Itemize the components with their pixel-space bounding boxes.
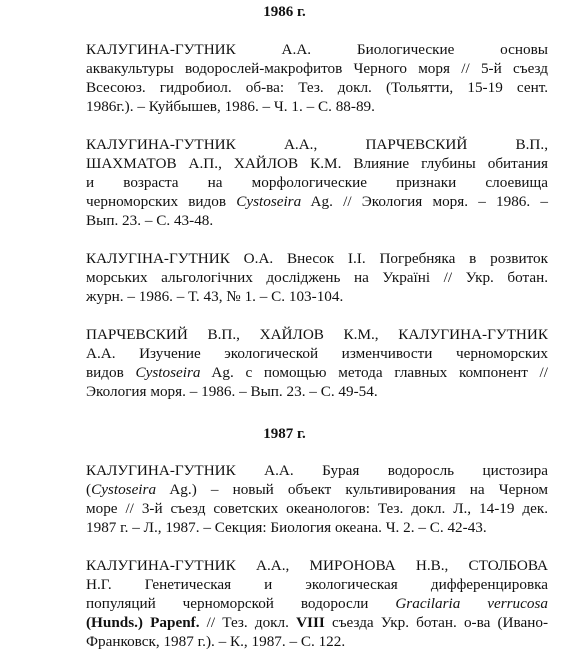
entry-line: журн. – 1986. – Т. 43, № 1. – С. 103-104. [86,288,344,305]
entry-line: и возраста на морфологические признаки слоевища [86,174,548,191]
entry-line: КАЛУГИНА-ГУТНИК А.А. Биологические основы [86,41,548,58]
entry-line: 1987 г. – Л., 1987. – Секция: Биология океана. Ч. 2. – С. 42-43. [86,519,487,536]
year-heading-1986: 1986 г. [263,4,306,20]
entry-line: Н.Г. Генетическая и экологическая дифференцировка [86,576,548,593]
entry-line: А.А. Изучение экологической изменчивости черноморских [86,345,548,362]
entry-line: Всесоюз. гидробиол. об-ва: Тез. докл. (Тольятти, 15-19 сент. [86,79,548,96]
entry-line: ШАХМАТОВ А.П., ХАЙЛОВ К.М. Влияние глубины обитания [86,155,548,172]
entry-line: КАЛУГІНА-ГУТНИК О.А. Внесок І.І. Погребняка в розвиток [86,250,548,267]
entry-line: ПАРЧЕВСКИЙ В.П., ХАЙЛОВ К.М., КАЛУГИНА-ГУТНИК [86,326,548,343]
entry-line: 1986г.). – Куйбышев, 1986. – Ч. 1. – С. 88-89. [86,98,375,115]
entry-line: Франковск, 1987 г.). – К., 1987. – С. 122. [86,633,346,650]
entry-line: (Hunds.) Papenf. // Тез. докл. VIII съезда Укр. ботан. о-ва (Ивано- [86,614,548,631]
bibliography-entry [86,556,548,651]
bibliography-entry [86,325,548,401]
entry-line: популяций черноморской водоросли Gracilaria verrucosa [86,595,548,612]
entry-line: КАЛУГИНА-ГУТНИК А.А. Бурая водоросль цистозира [86,462,548,479]
entry-line: КАЛУГИНА-ГУТНИК А.А., ПАРЧЕВСКИЙ В.П., [86,136,548,153]
entry-line: морських альгологічних досліджень на Україні // Укр. ботан. [86,269,548,286]
year-heading-1987: 1987 г. [263,426,306,442]
bibliography-entry [86,40,548,116]
entry-line: (Cystoseira Ag.) – новый объект культивирования на Черном [86,481,548,498]
entry-line: видов Cystoseira Ag. с помощью метода главных компонент // [86,364,548,381]
entry-line: Вып. 23. – С. 43-48. [86,212,214,229]
entry-line: черноморских видов Cystoseira Ag. // Экология моря. – 1986. – [86,193,548,210]
entry-line: море // 3-й съезд советских океанологов: Тез. докл. Л., 14-19 дек. [86,500,548,517]
bibliography-entry [86,135,548,230]
bibliography-entry [86,461,548,537]
bibliography-entry [86,249,548,306]
entry-line: КАЛУГИНА-ГУТНИК А.А., МИРОНОВА Н.В., СТОЛБОВА [86,557,548,574]
entry-line: Экология моря. – 1986. – Вып. 23. – С. 49-54. [86,383,378,400]
entry-line: аквакультуры водорослей-макрофитов Черного моря // 5-й съезд [86,60,548,77]
